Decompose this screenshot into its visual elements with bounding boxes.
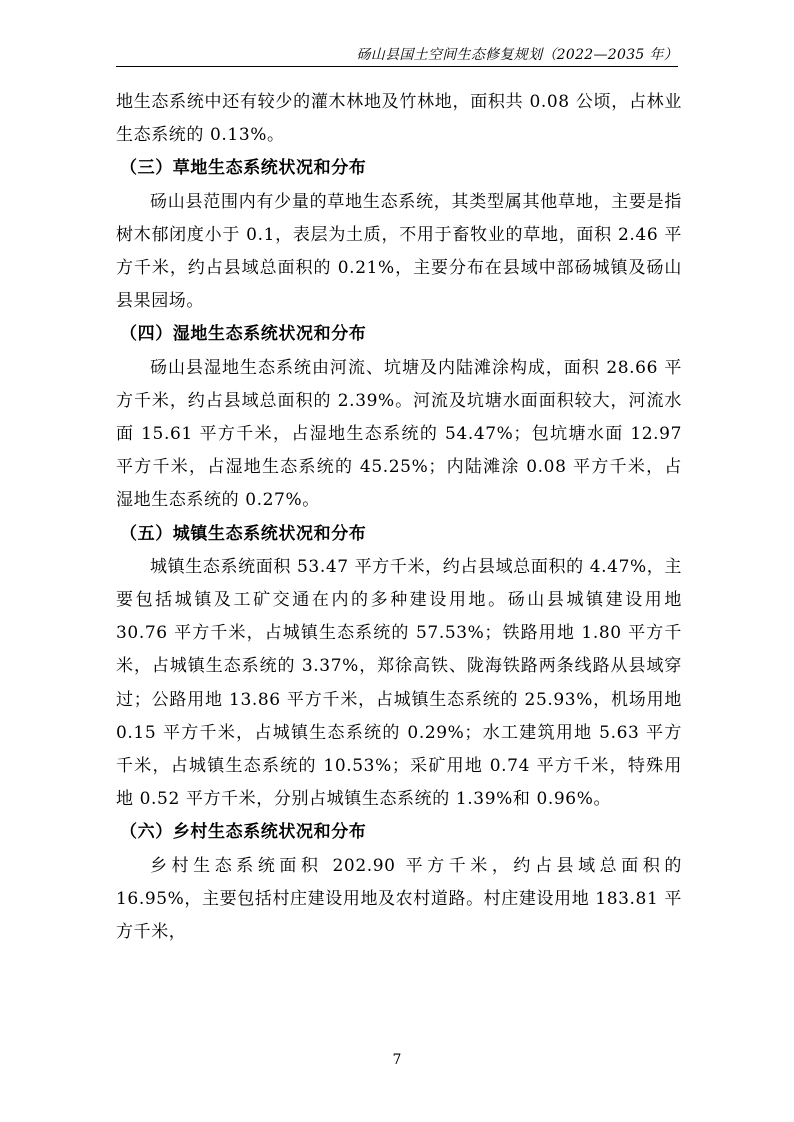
paragraph-wetland: 砀山县湿地生态系统由河流、坑塘及内陆滩涂构成，面积 28.66 平方千米，约占县域总面积的 2.39%。河流及坑塘水面面积较大，河流水面 15.61 平方千米，占湿地生态系统的 54.47%；包坑塘水面 12.97 平方千米，占湿地生态系统的 45.25%；内陆滩涂 0.08 平方千米，占湿地生态系统的 0.27%。: [116, 357, 682, 511]
page-header: [116, 44, 678, 67]
paragraph-rural: 乡村生态系统面积 202.90 平方千米，约占县域总面积的 16.95%，主要包括村庄建设用地及农村道路。村庄建设用地 183.81 平方千米，: [116, 855, 682, 943]
section-heading-wetland: （四）湿地生态系统状况和分布: [120, 324, 367, 345]
section-heading-urban: （五）城镇生态系统状况和分布: [120, 523, 367, 544]
paragraph-forest-continued: 地生态系统中还有较少的灌木林地及竹林地，面积共 0.08 公顷，占林业生态系统的 0.13%。: [116, 92, 682, 146]
header-title: 砀山县国土空间生态修复规划（2022—2035 年）: [356, 47, 678, 63]
section-heading-grassland: （三）草地生态系统状况和分布: [120, 158, 367, 179]
document-body: [116, 86, 682, 949]
paragraph-urban: 城镇生态系统面积 53.47 平方千米，约占县域总面积的 4.47%，主要包括城镇及工矿交通在内的多种建设用地。砀山县城镇建设用地 30.76 平方千米，占城镇生态系统的 57.53%；铁路用地 1.80 平方千米，占城镇生态系统的 3.37%，郑徐高铁、陇海铁路两条线路从县域穿过；公路用地 13.86 平方千米，占城镇生态系统的 25.93%，机场用地 0.15 平方千米，占城镇生态系统的 0.29%；水工建筑用地 5.63 平方千米，占城镇生态系统的 10.53%；采矿用地 0.74 平方千米，特殊用地 0.52 平方千米，分别占城镇生态系统的 1.39%和 0.96%。: [116, 556, 682, 810]
page-number: 7: [392, 1052, 402, 1068]
paragraph-grassland: 砀山县范围内有少量的草地生态系统，其类型属其他草地，主要是指树木郁闭度小于 0.1，表层为土质，不用于畜牧业的草地，面积 2.46 平方千米，约占县域总面积的 0.21%，主要分布在县域中部砀城镇及砀山县果园场。: [116, 191, 682, 312]
section-heading-rural: （六）乡村生态系统状况和分布: [120, 822, 367, 843]
